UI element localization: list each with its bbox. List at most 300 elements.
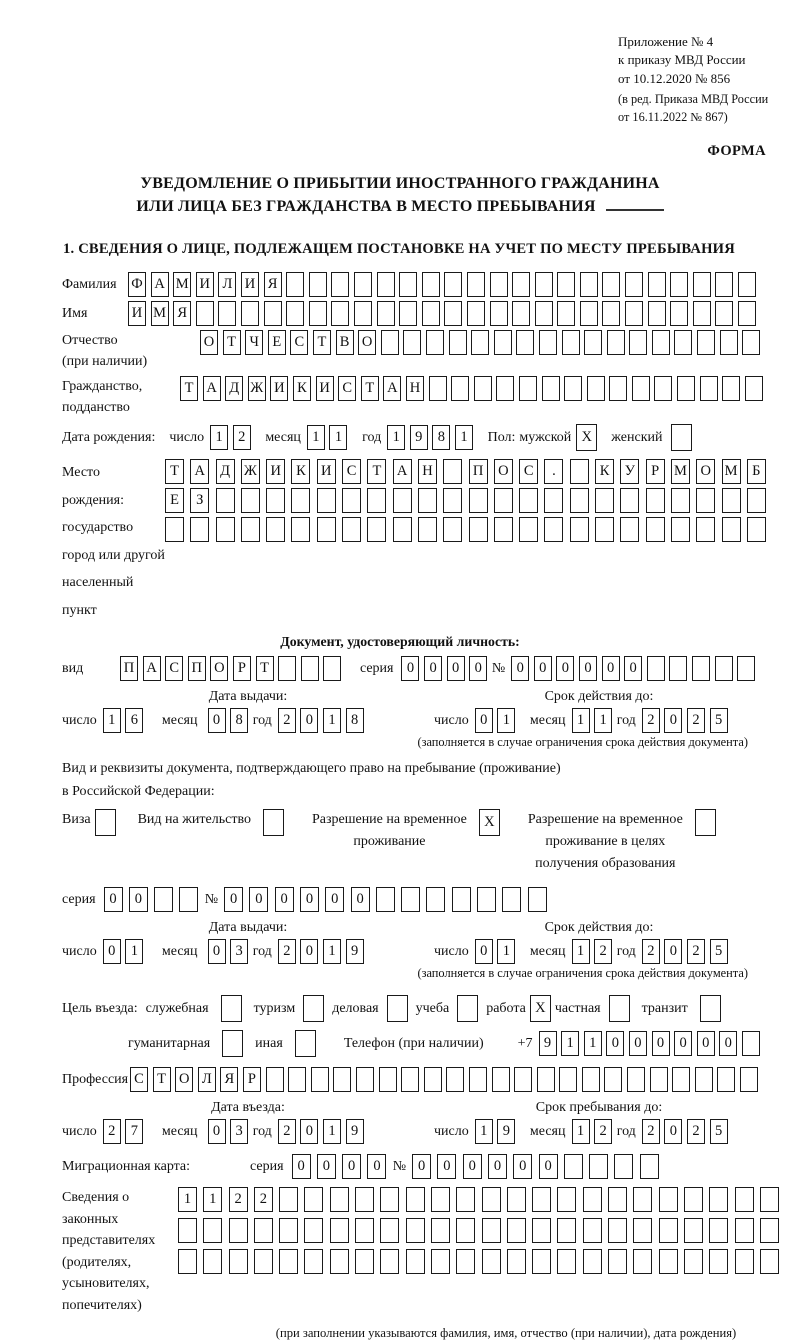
char-cell[interactable] (446, 1067, 464, 1092)
char-cell[interactable] (620, 517, 639, 542)
char-cell[interactable]: 8 (230, 708, 248, 733)
char-cell[interactable] (469, 517, 488, 542)
char-cell[interactable] (222, 1030, 243, 1057)
char-cell[interactable]: 1 (594, 708, 612, 733)
char-cell[interactable] (331, 272, 349, 297)
char-cell[interactable] (367, 517, 386, 542)
char-cell[interactable] (629, 330, 647, 355)
char-cell[interactable]: 1 (584, 1031, 602, 1056)
char-cell[interactable]: 0 (664, 939, 682, 964)
char-cell[interactable] (580, 272, 598, 297)
char-cell[interactable] (519, 517, 538, 542)
char-cell[interactable]: 0 (539, 1154, 558, 1179)
char-cell[interactable]: 0 (606, 1031, 624, 1056)
char-cell[interactable] (286, 272, 304, 297)
char-cell[interactable] (583, 1187, 602, 1212)
char-cell[interactable] (684, 1218, 703, 1243)
char-cell[interactable] (532, 1249, 551, 1274)
char-cell[interactable]: 1 (323, 708, 341, 733)
char-cell[interactable] (304, 1187, 323, 1212)
char-cell[interactable] (512, 301, 530, 326)
char-cell[interactable] (745, 376, 763, 401)
char-cell[interactable] (354, 272, 372, 297)
char-cell[interactable] (291, 517, 310, 542)
char-cell[interactable] (570, 517, 589, 542)
char-cell[interactable] (333, 1067, 351, 1092)
char-cell[interactable] (650, 1067, 668, 1092)
char-cell[interactable]: 1 (455, 425, 473, 450)
char-cell[interactable] (507, 1218, 526, 1243)
char-cell[interactable] (604, 1067, 622, 1092)
char-cell[interactable]: 1 (323, 1119, 341, 1144)
char-cell[interactable]: О (200, 330, 218, 355)
char-cell[interactable]: В (336, 330, 354, 355)
char-cell[interactable]: 0 (275, 887, 294, 912)
char-cell[interactable]: 0 (104, 887, 123, 912)
char-cell[interactable]: И (128, 301, 146, 326)
char-cell[interactable]: 2 (594, 939, 612, 964)
char-cell[interactable] (342, 488, 361, 513)
char-cell[interactable]: 0 (602, 656, 620, 681)
char-cell[interactable]: 0 (664, 708, 682, 733)
char-cell[interactable] (444, 272, 462, 297)
char-cell[interactable] (562, 330, 580, 355)
char-cell[interactable] (570, 488, 589, 513)
char-cell[interactable]: Е (268, 330, 286, 355)
char-cell[interactable]: А (393, 459, 412, 484)
char-cell[interactable] (740, 1067, 758, 1092)
char-cell[interactable] (608, 1249, 627, 1274)
char-cell[interactable] (652, 330, 670, 355)
char-cell[interactable]: 9 (346, 939, 364, 964)
char-cell[interactable]: Т (256, 656, 274, 681)
char-cell[interactable] (738, 301, 756, 326)
char-cell[interactable] (647, 656, 665, 681)
char-cell[interactable] (286, 301, 304, 326)
char-cell[interactable] (532, 1187, 551, 1212)
char-cell[interactable] (564, 1154, 583, 1179)
char-cell[interactable]: 2 (233, 425, 251, 450)
char-cell[interactable]: 0 (325, 887, 344, 912)
char-cell[interactable]: 2 (254, 1187, 273, 1212)
char-cell[interactable] (674, 330, 692, 355)
char-cell[interactable]: Т (361, 376, 379, 401)
char-cell[interactable] (580, 301, 598, 326)
char-cell[interactable]: 2 (687, 1119, 705, 1144)
char-cell[interactable]: 8 (432, 425, 450, 450)
char-cell[interactable] (614, 1154, 633, 1179)
char-cell[interactable]: 0 (424, 656, 442, 681)
char-cell[interactable]: 0 (224, 887, 243, 912)
char-cell[interactable]: 1 (561, 1031, 579, 1056)
char-cell[interactable]: 0 (300, 939, 318, 964)
char-cell[interactable]: Т (180, 376, 198, 401)
char-cell[interactable] (355, 1218, 374, 1243)
char-cell[interactable]: 9 (497, 1119, 515, 1144)
char-cell[interactable] (557, 1187, 576, 1212)
char-cell[interactable] (602, 272, 620, 297)
char-cell[interactable] (737, 656, 755, 681)
char-cell[interactable]: 2 (687, 708, 705, 733)
char-cell[interactable] (602, 301, 620, 326)
char-cell[interactable]: X (479, 809, 500, 836)
char-cell[interactable] (381, 330, 399, 355)
char-cell[interactable] (646, 517, 665, 542)
char-cell[interactable] (539, 330, 557, 355)
char-cell[interactable] (582, 1067, 600, 1092)
char-cell[interactable]: Т (165, 459, 184, 484)
char-cell[interactable] (537, 1067, 555, 1092)
char-cell[interactable] (672, 1067, 690, 1092)
char-cell[interactable] (266, 517, 285, 542)
char-cell[interactable] (444, 301, 462, 326)
char-cell[interactable] (477, 887, 496, 912)
char-cell[interactable] (403, 330, 421, 355)
char-cell[interactable]: А (383, 376, 401, 401)
char-cell[interactable] (431, 1187, 450, 1212)
char-cell[interactable] (278, 656, 296, 681)
char-cell[interactable] (715, 656, 733, 681)
char-cell[interactable]: 1 (572, 1119, 590, 1144)
char-cell[interactable]: А (143, 656, 161, 681)
char-cell[interactable] (469, 1067, 487, 1092)
char-cell[interactable] (406, 1187, 425, 1212)
char-cell[interactable] (241, 488, 260, 513)
char-cell[interactable]: 0 (674, 1031, 692, 1056)
char-cell[interactable]: 0 (652, 1031, 670, 1056)
char-cell[interactable] (693, 272, 711, 297)
char-cell[interactable]: Н (406, 376, 424, 401)
char-cell[interactable]: И (266, 459, 285, 484)
char-cell[interactable]: 0 (208, 1119, 226, 1144)
char-cell[interactable] (532, 1218, 551, 1243)
char-cell[interactable] (367, 488, 386, 513)
char-cell[interactable] (625, 301, 643, 326)
char-cell[interactable]: 0 (300, 887, 319, 912)
char-cell[interactable] (379, 1067, 397, 1092)
char-cell[interactable] (490, 301, 508, 326)
char-cell[interactable]: Д (225, 376, 243, 401)
char-cell[interactable] (507, 1187, 526, 1212)
char-cell[interactable]: Я (264, 272, 282, 297)
char-cell[interactable] (376, 887, 395, 912)
char-cell[interactable]: Т (223, 330, 241, 355)
char-cell[interactable]: З (190, 488, 209, 513)
char-cell[interactable] (633, 1218, 652, 1243)
char-cell[interactable] (288, 1067, 306, 1092)
char-cell[interactable] (715, 272, 733, 297)
char-cell[interactable]: Л (218, 272, 236, 297)
char-cell[interactable] (512, 272, 530, 297)
char-cell[interactable]: 9 (539, 1031, 557, 1056)
char-cell[interactable]: М (722, 459, 741, 484)
char-cell[interactable]: М (173, 272, 191, 297)
char-cell[interactable]: О (494, 459, 513, 484)
char-cell[interactable]: 1 (387, 425, 405, 450)
char-cell[interactable]: Т (313, 330, 331, 355)
char-cell[interactable]: Р (646, 459, 665, 484)
char-cell[interactable]: 0 (292, 1154, 311, 1179)
char-cell[interactable] (684, 1249, 703, 1274)
char-cell[interactable]: П (120, 656, 138, 681)
char-cell[interactable] (291, 488, 310, 513)
char-cell[interactable]: К (291, 459, 310, 484)
char-cell[interactable] (330, 1249, 349, 1274)
char-cell[interactable]: О (175, 1067, 193, 1092)
char-cell[interactable]: 8 (346, 708, 364, 733)
char-cell[interactable] (494, 330, 512, 355)
char-cell[interactable]: 5 (710, 1119, 728, 1144)
char-cell[interactable]: . (544, 459, 563, 484)
char-cell[interactable] (609, 376, 627, 401)
char-cell[interactable] (715, 301, 733, 326)
char-cell[interactable] (609, 995, 630, 1022)
char-cell[interactable]: У (620, 459, 639, 484)
char-cell[interactable] (304, 1249, 323, 1274)
char-cell[interactable]: 0 (367, 1154, 386, 1179)
char-cell[interactable] (608, 1218, 627, 1243)
char-cell[interactable] (355, 1249, 374, 1274)
char-cell[interactable] (190, 517, 209, 542)
char-cell[interactable]: А (190, 459, 209, 484)
char-cell[interactable] (380, 1249, 399, 1274)
char-cell[interactable]: 1 (572, 708, 590, 733)
char-cell[interactable] (356, 1067, 374, 1092)
char-cell[interactable]: 0 (342, 1154, 361, 1179)
char-cell[interactable] (241, 301, 259, 326)
char-cell[interactable]: Ф (128, 272, 146, 297)
char-cell[interactable] (393, 517, 412, 542)
char-cell[interactable] (528, 887, 547, 912)
char-cell[interactable]: М (671, 459, 690, 484)
char-cell[interactable]: 0 (412, 1154, 431, 1179)
char-cell[interactable]: 6 (125, 708, 143, 733)
char-cell[interactable] (452, 887, 471, 912)
char-cell[interactable] (564, 376, 582, 401)
char-cell[interactable]: 1 (475, 1119, 493, 1144)
char-cell[interactable] (474, 376, 492, 401)
char-cell[interactable]: 0 (488, 1154, 507, 1179)
char-cell[interactable] (95, 809, 116, 836)
char-cell[interactable]: 1 (210, 425, 228, 450)
char-cell[interactable]: 1 (307, 425, 325, 450)
char-cell[interactable] (632, 376, 650, 401)
char-cell[interactable] (264, 301, 282, 326)
char-cell[interactable]: И (241, 272, 259, 297)
char-cell[interactable] (263, 809, 284, 836)
char-cell[interactable] (738, 272, 756, 297)
char-cell[interactable]: Ч (245, 330, 263, 355)
char-cell[interactable] (399, 272, 417, 297)
char-cell[interactable]: 5 (710, 939, 728, 964)
char-cell[interactable] (559, 1067, 577, 1092)
char-cell[interactable] (482, 1249, 501, 1274)
char-cell[interactable] (456, 1187, 475, 1212)
char-cell[interactable]: 2 (642, 708, 660, 733)
char-cell[interactable]: С (519, 459, 538, 484)
char-cell[interactable] (654, 376, 672, 401)
char-cell[interactable] (218, 301, 236, 326)
char-cell[interactable]: 3 (230, 1119, 248, 1144)
char-cell[interactable]: 2 (594, 1119, 612, 1144)
char-cell[interactable] (355, 1187, 374, 1212)
char-cell[interactable]: 0 (664, 1119, 682, 1144)
char-cell[interactable] (471, 330, 489, 355)
char-cell[interactable]: С (338, 376, 356, 401)
char-cell[interactable] (747, 517, 766, 542)
char-cell[interactable] (760, 1187, 779, 1212)
char-cell[interactable] (519, 488, 538, 513)
char-cell[interactable] (266, 1067, 284, 1092)
char-cell[interactable]: Ж (241, 459, 260, 484)
char-cell[interactable]: Р (243, 1067, 261, 1092)
char-cell[interactable]: 0 (697, 1031, 715, 1056)
char-cell[interactable] (760, 1249, 779, 1274)
char-cell[interactable] (229, 1249, 248, 1274)
char-cell[interactable]: 9 (410, 425, 428, 450)
char-cell[interactable] (178, 1249, 197, 1274)
char-cell[interactable] (557, 272, 575, 297)
char-cell[interactable] (697, 330, 715, 355)
char-cell[interactable] (451, 376, 469, 401)
char-cell[interactable] (279, 1218, 298, 1243)
char-cell[interactable] (760, 1218, 779, 1243)
char-cell[interactable] (330, 1187, 349, 1212)
char-cell[interactable] (443, 517, 462, 542)
char-cell[interactable] (309, 301, 327, 326)
char-cell[interactable]: 0 (208, 708, 226, 733)
char-cell[interactable]: Б (747, 459, 766, 484)
char-cell[interactable] (424, 1067, 442, 1092)
char-cell[interactable] (670, 272, 688, 297)
char-cell[interactable] (377, 272, 395, 297)
char-cell[interactable] (735, 1187, 754, 1212)
char-cell[interactable] (380, 1218, 399, 1243)
char-cell[interactable] (492, 1067, 510, 1092)
char-cell[interactable] (254, 1218, 273, 1243)
char-cell[interactable] (595, 488, 614, 513)
char-cell[interactable] (179, 887, 198, 912)
char-cell[interactable] (627, 1067, 645, 1092)
char-cell[interactable]: 0 (475, 708, 493, 733)
char-cell[interactable] (380, 1187, 399, 1212)
char-cell[interactable] (317, 488, 336, 513)
char-cell[interactable] (443, 459, 462, 484)
char-cell[interactable] (700, 376, 718, 401)
char-cell[interactable]: О (358, 330, 376, 355)
char-cell[interactable] (401, 1067, 419, 1092)
char-cell[interactable]: 1 (497, 708, 515, 733)
char-cell[interactable] (535, 301, 553, 326)
char-cell[interactable]: С (165, 656, 183, 681)
char-cell[interactable]: 2 (278, 939, 296, 964)
char-cell[interactable] (709, 1218, 728, 1243)
char-cell[interactable] (429, 376, 447, 401)
char-cell[interactable]: 0 (624, 656, 642, 681)
char-cell[interactable] (203, 1218, 222, 1243)
char-cell[interactable]: 0 (208, 939, 226, 964)
char-cell[interactable] (695, 809, 716, 836)
char-cell[interactable]: 0 (300, 1119, 318, 1144)
char-cell[interactable]: Ж (248, 376, 266, 401)
char-cell[interactable] (695, 1067, 713, 1092)
char-cell[interactable]: К (293, 376, 311, 401)
char-cell[interactable]: 0 (447, 656, 465, 681)
char-cell[interactable]: А (151, 272, 169, 297)
char-cell[interactable] (516, 330, 534, 355)
char-cell[interactable] (354, 301, 372, 326)
char-cell[interactable] (659, 1187, 678, 1212)
char-cell[interactable]: 0 (469, 656, 487, 681)
char-cell[interactable]: 1 (178, 1187, 197, 1212)
char-cell[interactable]: Р (233, 656, 251, 681)
char-cell[interactable]: 0 (129, 887, 148, 912)
char-cell[interactable]: 0 (629, 1031, 647, 1056)
char-cell[interactable] (570, 459, 589, 484)
char-cell[interactable] (583, 1218, 602, 1243)
char-cell[interactable]: 0 (475, 939, 493, 964)
char-cell[interactable]: 1 (329, 425, 347, 450)
char-cell[interactable] (587, 376, 605, 401)
char-cell[interactable] (589, 1154, 608, 1179)
char-cell[interactable] (670, 301, 688, 326)
char-cell[interactable]: Л (198, 1067, 216, 1092)
char-cell[interactable] (507, 1249, 526, 1274)
char-cell[interactable]: 1 (125, 939, 143, 964)
char-cell[interactable] (684, 1187, 703, 1212)
char-cell[interactable]: О (210, 656, 228, 681)
char-cell[interactable]: М (151, 301, 169, 326)
char-cell[interactable] (514, 1067, 532, 1092)
char-cell[interactable] (456, 1249, 475, 1274)
char-cell[interactable]: 0 (534, 656, 552, 681)
char-cell[interactable] (640, 1154, 659, 1179)
char-cell[interactable] (659, 1218, 678, 1243)
char-cell[interactable] (544, 488, 563, 513)
char-cell[interactable] (671, 517, 690, 542)
char-cell[interactable] (401, 887, 420, 912)
char-cell[interactable]: 0 (103, 939, 121, 964)
char-cell[interactable]: 0 (579, 656, 597, 681)
char-cell[interactable] (595, 517, 614, 542)
char-cell[interactable] (456, 1218, 475, 1243)
char-cell[interactable] (693, 301, 711, 326)
char-cell[interactable]: 0 (556, 656, 574, 681)
char-cell[interactable] (387, 995, 408, 1022)
char-cell[interactable]: 2 (642, 1119, 660, 1144)
char-cell[interactable] (221, 995, 242, 1022)
char-cell[interactable] (709, 1249, 728, 1274)
char-cell[interactable] (482, 1218, 501, 1243)
char-cell[interactable] (544, 517, 563, 542)
char-cell[interactable] (449, 330, 467, 355)
char-cell[interactable]: 9 (346, 1119, 364, 1144)
char-cell[interactable]: 3 (230, 939, 248, 964)
char-cell[interactable] (620, 488, 639, 513)
char-cell[interactable] (717, 1067, 735, 1092)
char-cell[interactable]: 0 (351, 887, 370, 912)
char-cell[interactable] (279, 1249, 298, 1274)
char-cell[interactable]: 0 (249, 887, 268, 912)
char-cell[interactable]: X (576, 424, 597, 451)
char-cell[interactable]: 1 (497, 939, 515, 964)
char-cell[interactable] (266, 488, 285, 513)
char-cell[interactable] (677, 376, 695, 401)
char-cell[interactable] (377, 301, 395, 326)
char-cell[interactable] (696, 517, 715, 542)
char-cell[interactable] (700, 995, 721, 1022)
char-cell[interactable] (422, 272, 440, 297)
